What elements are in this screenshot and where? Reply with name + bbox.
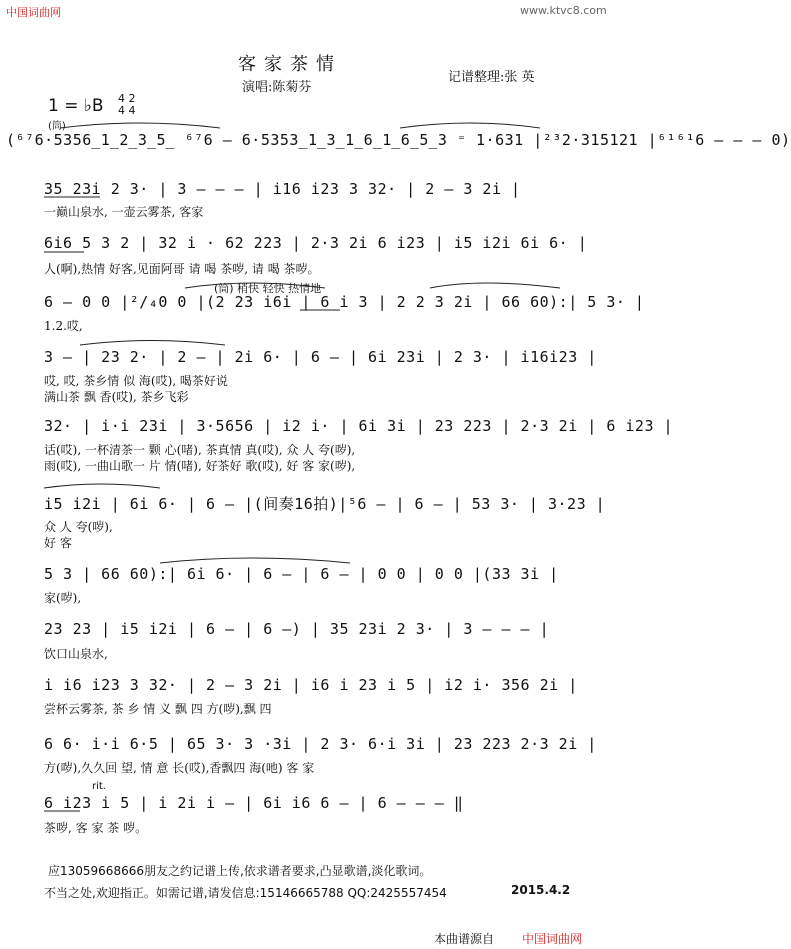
time-signature-upper: 4 2: [118, 92, 136, 105]
notation-row-9: 23 23 | i5 i2i | 6 — | 6 —) | 35 23i 2 3· | 3 — — — |: [44, 620, 550, 638]
site-url-right: www.ktvc8.com: [520, 4, 607, 17]
notation-row-8: 5 3 | 66 60):| 6i 6· | 6 — | 6 — | 0 0 | 0 0 |(33 3i |: [44, 565, 559, 583]
notation-row-10: i i6 i23 3 32· | 2 — 3 2i | i6 i 23 i 5 | i2 i· 356 2i |: [44, 676, 578, 694]
slur-mark: [80, 341, 225, 346]
tempo-marking-rit: rit.: [92, 781, 106, 792]
source-label: 本曲谱源自: [434, 932, 495, 946]
key-signature: 1 = ♭B: [48, 96, 104, 116]
slur-mark: [185, 283, 325, 288]
lyrics-row-2-verse-1: 一巅山泉水, 一壶云雾茶, 客家: [44, 205, 204, 219]
notation-row-2: 35 23i 2 3· | 3 — — — | i16 i23 3 32· | 2 — 3 2i |: [44, 180, 521, 198]
slur-mark: [430, 283, 560, 288]
lyrics-row-5-verse-1: 哎, 哎, 茶乡情 似 海(哎), 喝茶好说: [44, 374, 228, 388]
lyrics-row-10-verse-1: 尝杯云雾茶, 茶 乡 情 义 飘 四 方(哕),飘 四: [44, 702, 272, 716]
notation-row-11: 6 6· i·i 6·5 | 65 3· 3 ·3i | 2 3· 6·i 3i | 23 223 2·3 2i |: [44, 735, 597, 753]
lyrics-row-11-verse-1: 方(哕),久久回 望, 情 意 长(哎),香飘四 海(吔) 客 家: [44, 761, 315, 775]
lyrics-row-7-verse-1: 众 人 夸(哕),: [44, 520, 113, 534]
arranger-credit: 记谱整理:张 英: [448, 70, 535, 85]
lyrics-row-6-verse-2: 雨(哎), 一曲山歌一 片 情(啫), 好茶好 歌(哎), 好 客 家(哕),: [44, 459, 356, 473]
notation-row-3: 6i6 5 3 2 | 32 i · 62 223 | 2·3 2i 6 i23 | i5 i2i 6i 6· |: [44, 234, 588, 252]
lyrics-row-4-verse-1: 1.2.哎,: [44, 319, 83, 333]
notation-row-4: 6 — 0 0 |²/₄0 0 |(2 23 i6i | 6 i 3 | 2 2 3 2i | 66 60):| 5 3· |: [44, 293, 645, 311]
lyrics-row-3-verse-1: 人(啊),热情 好客,见面阿哥 请 喝 茶哕, 请 喝 茶哕。: [44, 262, 320, 276]
lyrics-row-12-verse-1: 茶哕, 客 家 茶 哕。: [44, 821, 148, 835]
notation-row-6: 32· | i·i 23i | 3·5656 | i2 i· | 6i 3i | 23 223 | 2·3 2i | 6 i23 |: [44, 417, 674, 435]
lyrics-row-6-verse-1: 话(哎), 一杯清茶一 颗 心(啫), 茶真情 真(哎), 众 人 夸(哕),: [44, 443, 356, 457]
row-label: (筒): [48, 121, 66, 132]
lyrics-row-7-verse-2: 好 客: [44, 536, 72, 550]
footer-note-line-1: 应13059668666朋友之约记谱上传,依求谱者要求,凸显歌谱,淡化歌词。: [48, 864, 432, 878]
source-site-logo: 中国词曲网: [522, 932, 583, 946]
notation-row-5: 3 — | 23 2· | 2 — | 2i 6· | 6 — | 6i 23i | 2 3· | i16i23 |: [44, 348, 597, 366]
slur-mark: [44, 484, 160, 488]
lyrics-row-5-verse-2: 满山茶 飘 香(哎), 茶乡飞彩: [44, 390, 189, 404]
slur-mark: [400, 123, 540, 128]
song-title: 客家茶情: [238, 54, 342, 75]
singer-credit: 演唱:陈菊芬: [242, 80, 312, 95]
footer-note-line-2: 不当之处,欢迎指正。如需记谱,请发信息:15146665788 QQ:2425557454: [44, 886, 447, 900]
tempo-marking: (筒) 稍快 轻快 热情地: [214, 282, 322, 295]
notation-row-1: (⁶⁷6·5356̲1̲2̲3̲5̲ ⁶⁷6 — 6·5353̲1̲3̲1̲6̲1̲6̲5̲3 ⁼ 1·631 |²³2·315121 |⁶¹⁶¹6 — — — 0): [6, 131, 791, 149]
time-signature-lower: 4 4: [118, 104, 136, 117]
footer-date: 2015.4.2: [511, 883, 571, 897]
lyrics-row-9-verse-1: 饮口山泉水,: [44, 647, 108, 661]
notation-row-7: i5 i2i | 6i 6· | 6 — |(间奏16拍)|⁵6 — | 6 — | 53 3· | 3·23 |: [44, 495, 606, 513]
slur-mark: [160, 558, 350, 563]
site-logo-left: 中国词曲网: [6, 6, 61, 19]
slur-mark: [60, 123, 220, 128]
lyrics-row-8-verse-1: 家(哕),: [44, 591, 82, 605]
notation-row-12: 6 i23 i 5 | i 2i i — | 6i i6 6 — | 6 — — — ‖: [44, 794, 464, 812]
